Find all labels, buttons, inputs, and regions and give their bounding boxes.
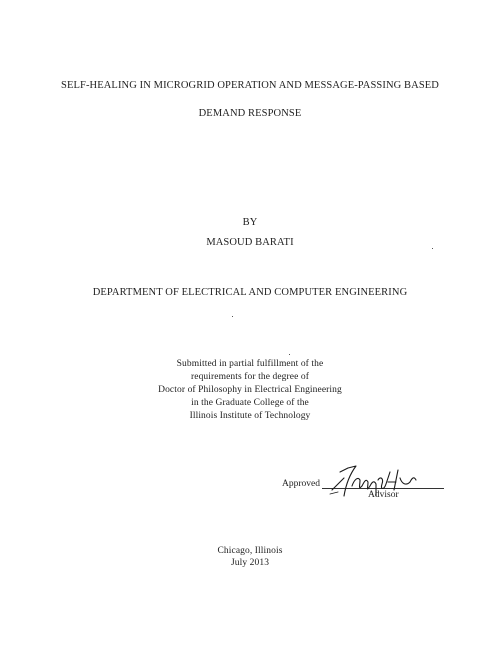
submission-date: July 2013 <box>230 558 270 568</box>
thesis-title-line-2: DEMAND RESPONSE <box>198 108 302 119</box>
submission-line-4: in the Graduate College of the <box>191 398 309 408</box>
submission-line-5: Illinois Institute of Technology <box>189 411 311 421</box>
scan-speck <box>232 316 233 317</box>
author-name: MASOUD BARATI <box>206 237 294 248</box>
approved-label: Approved <box>282 479 320 489</box>
submission-line-2: requirements for the degree of <box>190 372 309 382</box>
submission-line-3: Doctor of Philosophy in Electrical Engineering <box>158 385 342 395</box>
advisor-label: Advisor <box>368 490 399 500</box>
scan-speck <box>289 354 290 355</box>
approval-block <box>282 466 452 516</box>
scan-speck <box>432 248 433 249</box>
location: Chicago, Illinois <box>217 546 283 556</box>
by-label: BY <box>242 217 258 228</box>
department-name: DEPARTMENT OF ELECTRICAL AND COMPUTER ENGINEERING <box>92 287 408 298</box>
thesis-title-line-1: SELF-HEALING IN MICROGRID OPERATION AND MESSAGE-PASSING BASED <box>61 80 439 91</box>
submission-line-1: Submitted in partial fulfillment of the <box>176 359 324 369</box>
